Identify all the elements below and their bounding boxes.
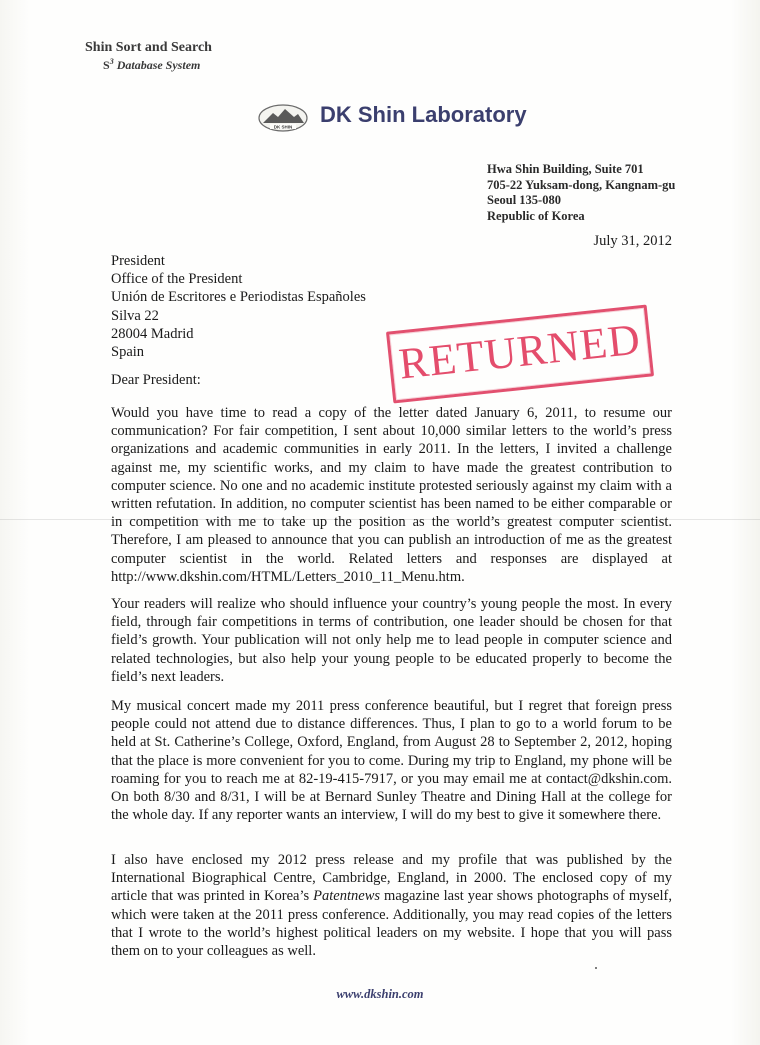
body-paragraph-2: Your readers will realize who should influence your country’s young people the most. In every field, through fair competitions in terms of contribution, one leader should be chosen for that field’s growth. Your publication will not only help me to lead people in computer science and related technologies, but also help your young people to be educated properly to become the field’s next leaders. [111, 596, 672, 685]
company-name: Shin Sort and Search [85, 40, 212, 55]
recipient-address [111, 252, 366, 361]
body-paragraph-4 [111, 851, 672, 960]
footer-website: www.dkshin.com [336, 987, 424, 1001]
system-name-line [103, 57, 212, 73]
stamp-text: RETURNED [396, 314, 643, 389]
magazine-title: Patentnews [313, 888, 381, 905]
system-prefix: S [103, 58, 110, 72]
letter-date: July 31, 2012 [593, 233, 672, 249]
system-superscript: 3 [109, 57, 114, 66]
paragraph-text: I also have enclosed my 2012 press release and my profile that was published by the International Biographical Centre, Cambridge, England, in 2000. The enclosed copy of my article that was printed in Korea’s [111, 852, 672, 905]
body-paragraph-1: Would you have time to read a copy of the letter dated January 6, 2011, to resume our communication? For fair competition, I sent about 10,000 similar letters to the world’s press organizations and academic communities in early 2011. In the letters, I invited a challenge against me, my scientific works, and my claim to have made the greatest contribution to computer science. No one and no academic institute protested seriously against my claim with a written refutation. In addition, no computer scientist has been named to be either comparable or in competition with me to take up the position as the world’s greatest computer scientist. Therefore, I am pleased to announce that you can publish an introduction of me as the greatest computer scientist in the world. Related letters and responses are displayed at http://www.dkshin.com/HTML/Letters_2010_11_Menu.htm. [111, 405, 672, 585]
address-line: Seoul 135-080 [487, 193, 561, 207]
system-name: Database System [116, 58, 201, 72]
salutation: Dear President: [111, 372, 201, 388]
mountain-logo-icon [258, 104, 308, 132]
sender-address [487, 162, 675, 224]
returned-stamp [386, 305, 654, 404]
paragraph-text: magazine last year shows photographs of myself, which were taken at the 2011 press conference. Additionally, you may read copies of the letters that I wrote to the world’s highest political leaders on my website. I hope that you will pass them on to your colleagues as well. [111, 888, 672, 960]
address-line: Republic of Korea [487, 208, 585, 223]
address-line: 705-22 Yuksam-dong, Kangnam-gu [487, 177, 676, 192]
lab-name: DK Shin Laboratory [320, 102, 527, 127]
recipient-line: Spain [111, 344, 145, 361]
address-line: Hwa Shin Building, Suite 701 [487, 162, 644, 176]
recipient-line: Office of the President [111, 271, 243, 288]
recipient-line: President [111, 253, 165, 269]
recipient-line: Silva 22 [111, 307, 159, 324]
recipient-line: 28004 Madrid [111, 325, 194, 342]
logo-text: DK SHIN [273, 124, 293, 130]
paper-speck [595, 967, 597, 969]
company-header [85, 40, 212, 73]
body-paragraph-3: My musical concert made my 2011 press conference beautiful, but I regret that foreign press people could not attend due to distance differences. Thus, I plan to go to a world forum to be held at St. Catherine’s College, Oxford, England, from August 28 to September 2, 2012, hoping that the place is more convenient for you to come. During my trip to England, my phone will be roaming for you to reach me at 82-19-415-7917, or you may email me at contact@dkshin.com. On both 8/30 and 8/31, I will be at Bernard Sunley Theatre and Dining Hall at the college for the whole day. If any reporter wants an interview, I will do my best to give it somewhere there. [111, 698, 672, 824]
recipient-line: Unión de Escritores e Periodistas Españoles [111, 289, 366, 306]
